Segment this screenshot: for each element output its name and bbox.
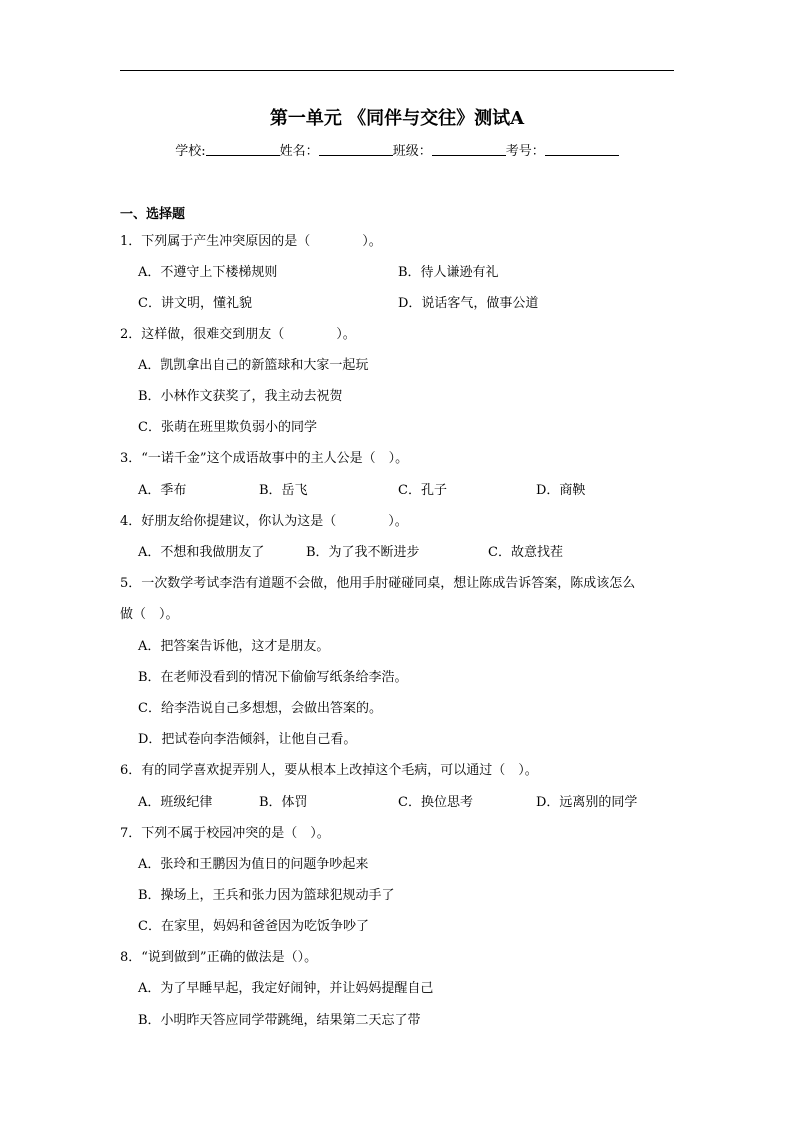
name-blank[interactable] xyxy=(319,143,393,156)
question-6-stem: 6．有的同学喜欢捉弄别人，要从根本上改掉这个毛病，可以通过（ ）。 xyxy=(120,763,538,778)
class-blank[interactable] xyxy=(432,143,506,156)
class-label: 班级： xyxy=(392,144,432,159)
question-1-option-d: D．说话客气，做事公道 xyxy=(398,296,539,311)
question-3-option-c: C．孔子 xyxy=(398,483,447,498)
question-5-stem-line-1: 5．一次数学考试李浩有道题不会做，他用手肘碰碰同桌，想让陈成告诉答案，陈成该怎么 xyxy=(120,576,636,591)
question-5-stem-line-2: 做（ ）。 xyxy=(120,607,179,622)
question-8-option-a: A．为了早睡早起，我定好闹钟，并让妈妈提醒自己 xyxy=(138,981,434,996)
question-3-option-d: D．商鞅 xyxy=(536,483,586,498)
question-3-option-b: B．岳飞 xyxy=(259,483,308,498)
question-1-stem: 1．下列属于产生冲突原因的是（ ）。 xyxy=(120,234,382,249)
exam-no-blank[interactable] xyxy=(545,143,619,156)
question-1-option-b: B．待人谦逊有礼 xyxy=(398,265,499,280)
question-7-stem: 7．下列不属于校园冲突的是（ ）。 xyxy=(120,826,330,841)
question-8-stem: 8．“说到做到”正确的做法是（）。 xyxy=(120,950,318,965)
question-6-option-c: C．换位思考 xyxy=(398,795,473,810)
question-4-stem: 4．好朋友给你提建议，你认为这是（ ）。 xyxy=(120,514,408,529)
question-4-option-a: A．不想和我做朋友了 xyxy=(138,545,265,560)
school-blank[interactable] xyxy=(206,143,280,156)
question-5-option-b: B．在老师没看到的情况下偷偷写纸条给李浩。 xyxy=(138,670,408,685)
question-2-option-b: B．小林作文获奖了，我主动去祝贺 xyxy=(138,389,343,404)
question-8-option-b: B．小明昨天答应同学带跳绳，结果第二天忘了带 xyxy=(138,1013,421,1028)
question-5-option-d: D．把试卷向李浩倾斜，让他自己看。 xyxy=(138,732,357,747)
section-heading: 一、选择题 xyxy=(120,207,186,222)
question-3-stem: 3．“一诺千金”这个成语故事中的主人公是（ ）。 xyxy=(120,451,409,466)
header-rule xyxy=(120,70,674,71)
student-info-line xyxy=(0,140,794,159)
question-6-option-d: D．远离别的同学 xyxy=(536,795,638,810)
question-7-option-c: C．在家里，妈妈和爸爸因为吃饭争吵了 xyxy=(138,919,369,934)
exam-no-label: 考号： xyxy=(505,144,545,159)
question-3-option-a: A．季布 xyxy=(138,483,187,498)
question-7-option-a: A．张玲和王鹏因为值日的问题争吵起来 xyxy=(138,857,369,872)
page-title: 第一单元 《同伴与交往》测试A xyxy=(269,108,525,129)
question-2-stem: 2．这样做，很难交到朋友（ ）。 xyxy=(120,327,356,342)
question-4-option-b: B．为了我不断进步 xyxy=(306,545,420,560)
question-6-option-a: A．班级纪律 xyxy=(138,795,213,810)
name-label: 姓名： xyxy=(279,144,319,159)
question-4-option-c: C．故意找茬 xyxy=(488,545,563,560)
question-1-option-c: C．讲文明，懂礼貌 xyxy=(138,296,252,311)
question-5-option-c: C．给李浩说自己多想想，会做出答案的。 xyxy=(138,701,382,716)
question-6-option-b: B．体罚 xyxy=(259,795,308,810)
question-7-option-b: B．操场上，王兵和张力因为篮球犯规动手了 xyxy=(138,888,395,903)
question-2-option-a: A．凯凯拿出自己的新篮球和大家一起玩 xyxy=(138,358,369,373)
question-5-option-a: A．把答案告诉他，这才是朋友。 xyxy=(138,639,330,654)
question-1-option-a: A．不遵守上下楼梯规则 xyxy=(138,265,278,280)
question-2-option-c: C．张萌在班里欺负弱小的同学 xyxy=(138,420,317,435)
school-label: 学校: xyxy=(175,144,206,159)
